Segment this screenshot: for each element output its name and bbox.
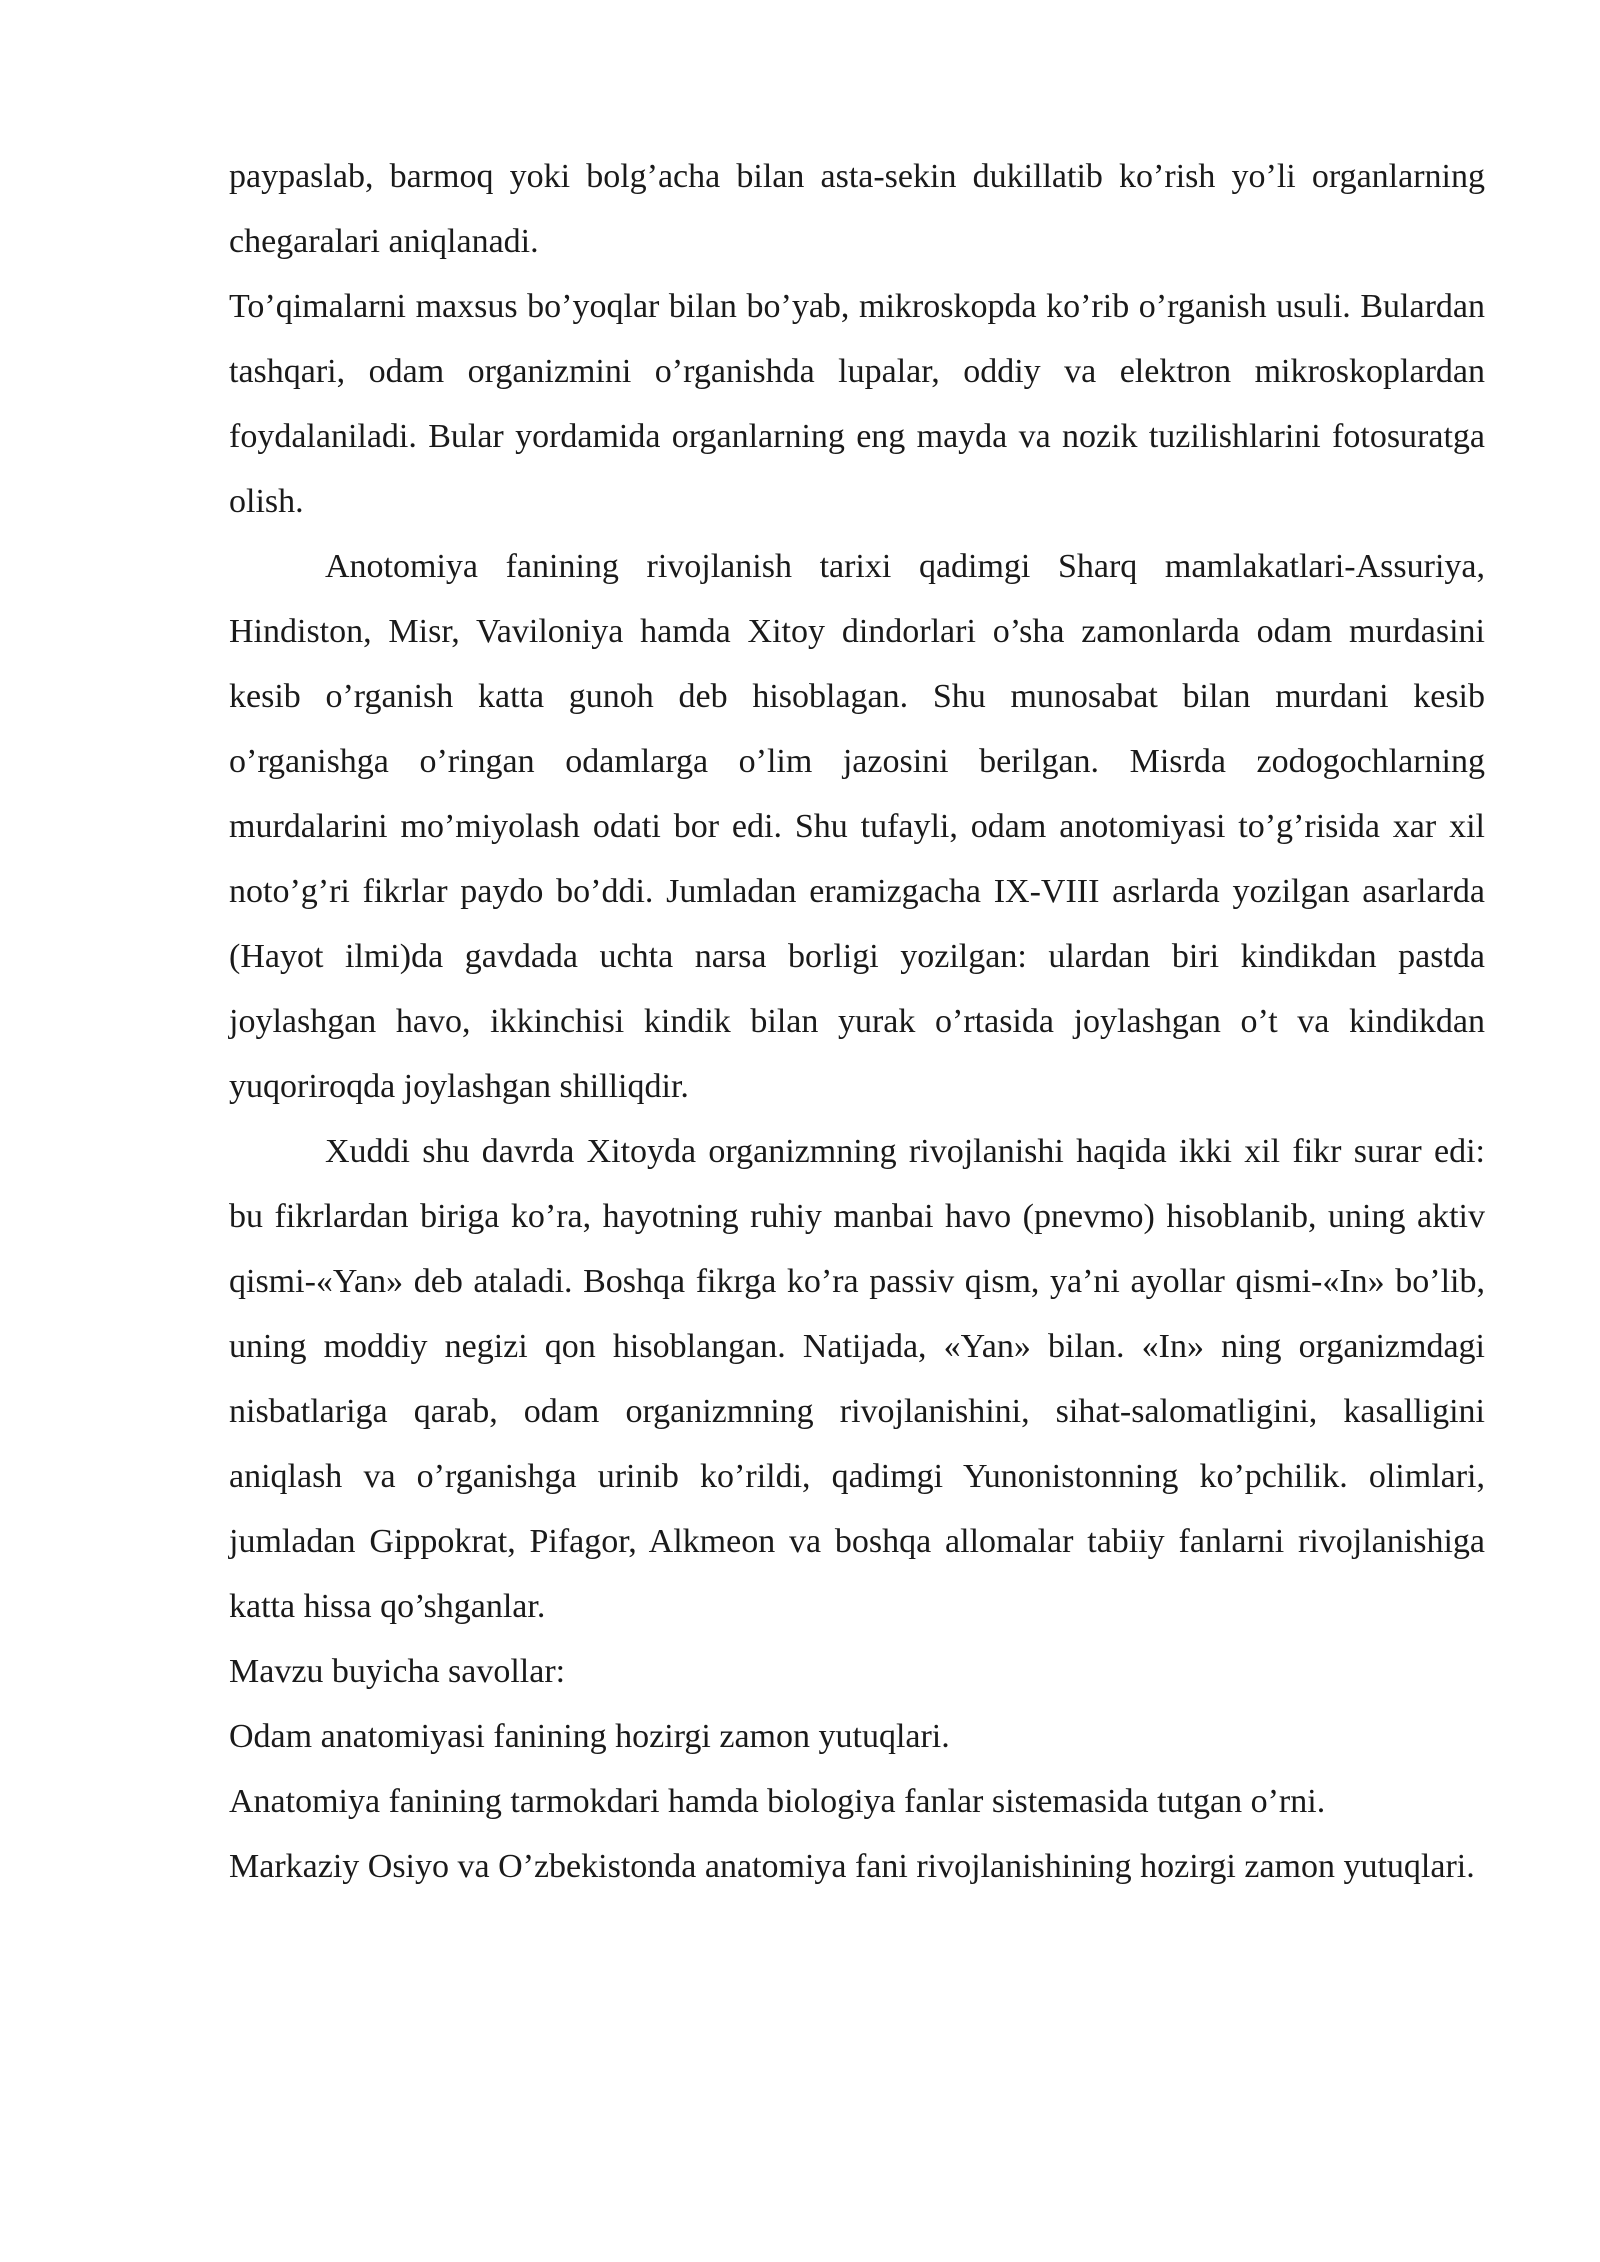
questions-heading: Mavzu buyicha savollar: bbox=[229, 1653, 566, 1690]
paragraph-microscopy: To’qimalarni maxsus bo’yoqlar bilan bo’yab, mikroskopda ko’rib o’rganish usuli. Bulardan tashqari, odam organizmini o’rganishda lupalar, oddiy va elektron mikroskoplardan foydalaniladi. Bular yordamida organlarning eng mayda va nozik tuzilishlarini fotosuratga olish. bbox=[229, 288, 1485, 520]
question-item: Odam anatomiyasi fanining hozirgi zamon yutuqlari. bbox=[229, 1718, 950, 1755]
paragraph-methods-continued: paypaslab, barmoq yoki bolg’acha bilan asta-sekin dukillatib ko’rish yo’li organlarning chegaralari aniqlanadi. bbox=[229, 158, 1485, 260]
question-item: Anatomiya fanining tarmokdari hamda biologiya fanlar sistemasida tutgan o’rni. bbox=[229, 1783, 1326, 1820]
paragraph-anatomy-history: Anotomiya fanining rivojlanish tarixi qadimgi Sharq mamlakatlari-Assuriya, Hindiston, Misr, Vaviloniya hamda Xitoy dindorlari o’sha zamonlarda odam murdasini kesib o’rganish katta gunoh deb hisoblagan. Shu munosabat bilan murdani kesib o’rganishga o’ringan odamlarga o’lim jazosini berilgan. Misrda zodogochlarning murdalarini mo’miyolash odati bor edi. Shu tufayli, odam anotomiyasi to’g’risida xar xil noto’g’ri fikrlar paydo bo’ddi. Jumladan eramizgacha IX-VIII asrlarda yozilgan asarlarda (Hayot ilmi)da gavdada uchta narsa borligi yozilgan: ulardan biri kindikdan pastda joylashgan havo, ikkinchisi kindik bilan yurak o’rtasida joylashgan o’t va kindikdan yuqoriroqda joylashgan shilliqdir. bbox=[229, 548, 1485, 1105]
question-item: Markaziy Osiyo va O’zbekistonda anatomiya fani rivojlanishining hozirgi zamon yutuqlari. bbox=[229, 1848, 1475, 1885]
document-body bbox=[229, 144, 1485, 1899]
paragraph-china-ideas: Xuddi shu davrda Xitoyda organizmning rivojlanishi haqida ikki xil fikr surar edi: bu fikrlardan biriga ko’ra, hayotning ruhiy manbai havo (pnevmo) hisoblanib, uning aktiv qismi-«Yan» deb ataladi. Boshqa fikrga ko’ra passiv qism, ya’ni ayollar qismi-«In» bo’lib, uning moddiy negizi qon hisoblangan. Natijada, «Yan» bilan. «In» ning organizmdagi nisbatlariga qarab, odam organizmning rivojlanishini, sihat-salomatligini, kasalligini aniqlash va o’rganishga urinib ko’rildi, qadimgi Yunonistonning ko’pchilik. olimlari, jumladan Gippokrat, Pifagor, Alkmeon va boshqa allomalar tabiiy fanlarni rivojlanishiga katta hissa qo’shganlar. bbox=[229, 1133, 1485, 1625]
